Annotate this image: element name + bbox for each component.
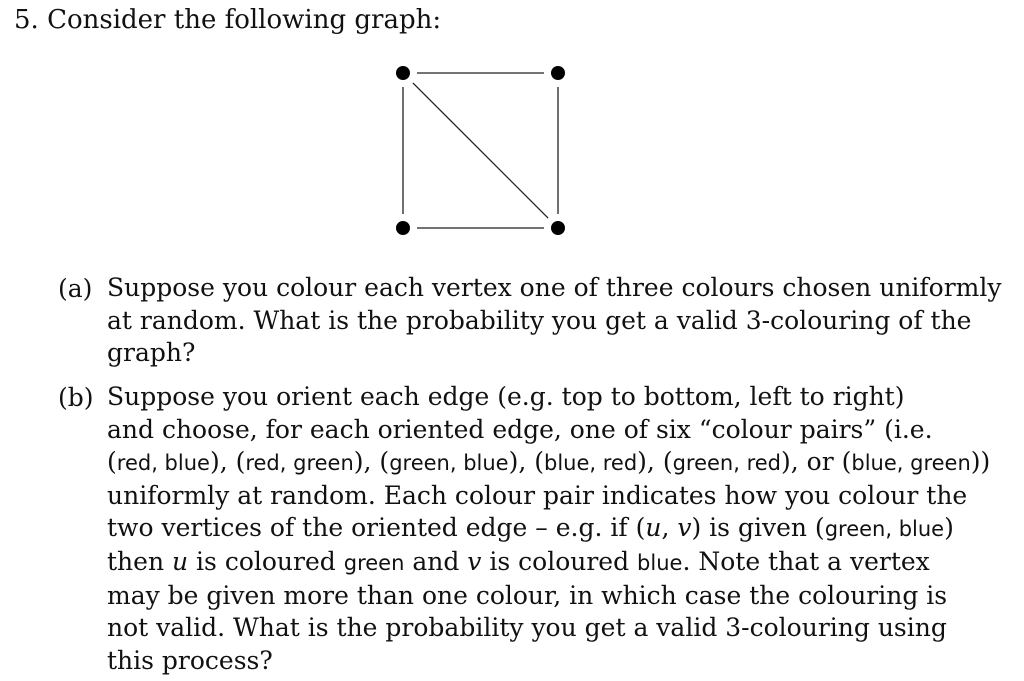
graph-vertex-bottom-left — [396, 221, 410, 235]
text-run: two vertices of the oriented edge – e.g. if ( — [107, 513, 646, 543]
colour-pair-2: red, green — [245, 451, 354, 476]
part-b-line-5 — [107, 512, 987, 546]
colour-pair-1: red, blue — [116, 451, 210, 476]
text-run: is coloured — [481, 546, 638, 576]
text-run: , — [661, 513, 678, 543]
graph-edge-top-left-bottom-right — [413, 83, 548, 218]
separator: ), ( — [637, 447, 673, 477]
part-b-line-2: and choose, for each oriented edge, one of six “colour pairs” (i.e. — [107, 414, 933, 444]
text-run: and — [404, 546, 468, 576]
text-run: . Note that a vertex — [682, 546, 930, 576]
part-b-text — [107, 381, 991, 677]
part-b-line-1: Suppose you orient each edge (e.g. top to bottom, left to right) — [107, 382, 905, 411]
part-b-line-4: uniformly at random. Each colour pair indicates how you colour the — [107, 480, 968, 510]
math-v: v — [677, 513, 692, 543]
part-a-line-1: Suppose you colour each vertex one of three colours chosen uniformly — [107, 273, 1002, 302]
part-a-line-3: graph? — [107, 338, 196, 368]
text-run: ) is given ( — [691, 513, 825, 543]
problem-heading: 5. Consider the following graph: — [14, 5, 442, 35]
text-run: is coloured — [188, 546, 344, 576]
separator: ), ( — [209, 447, 246, 477]
part-b-line-6 — [107, 546, 987, 580]
colour-pair-4: blue, red — [544, 451, 638, 476]
math-v: v — [467, 546, 482, 576]
separator: ), ( — [508, 447, 544, 477]
part-b-line-7: may be given more than one colour, in which case the colouring is — [107, 580, 948, 610]
colour-green: green — [343, 550, 405, 575]
part-b-line-3 — [107, 446, 991, 480]
separator: ), or ( — [781, 447, 852, 477]
math-u: u — [645, 513, 662, 543]
part-b-line-9: this process? — [107, 645, 273, 675]
graph-vertex-top-right — [551, 66, 565, 80]
separator: )) — [970, 447, 991, 477]
colour-pair-6: blue, green — [851, 451, 971, 476]
part-a-text — [107, 272, 1002, 370]
graph-vertex-bottom-right — [551, 221, 565, 235]
math-u: u — [172, 546, 189, 576]
part-a-label: (a) — [58, 274, 93, 303]
part-a-line-2: at random. What is the probability you get a valid 3-colouring of the — [107, 305, 972, 335]
graph-vertex-top-left — [396, 66, 410, 80]
separator: ), ( — [353, 447, 390, 477]
graph-diagram — [385, 55, 575, 245]
part-b-label: (b) — [58, 383, 94, 412]
colour-pair-5: green, red — [672, 451, 782, 476]
text-run: ) — [944, 513, 954, 543]
example-colour-pair: green, blue — [824, 517, 945, 542]
colour-blue: blue — [637, 550, 683, 575]
text-run: then — [107, 546, 172, 576]
colour-pair-3: green, blue — [389, 451, 509, 476]
paren: ( — [107, 447, 117, 477]
part-b-line-8: not valid. What is the probability you get a valid 3-colouring using — [107, 613, 947, 643]
